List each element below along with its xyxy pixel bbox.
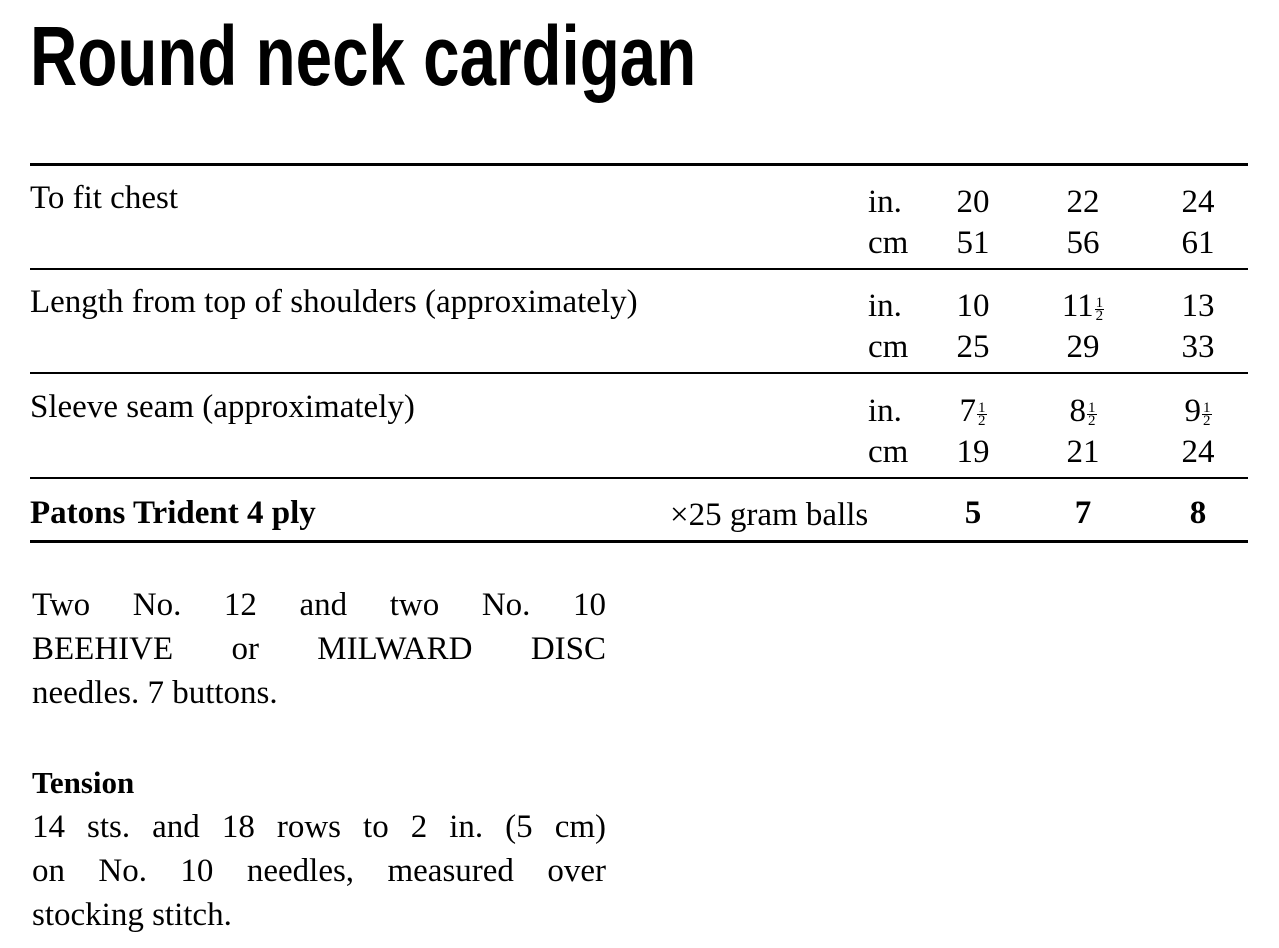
table-value-fraction [1058,395,1108,428]
table-value-fraction [1170,395,1226,428]
table-value: 7 [1074,495,1092,531]
fraction-denominator: 2 [1203,413,1211,429]
fraction-numerator: 1 [1095,295,1104,311]
whole-number: 7 [959,393,976,429]
unit-cm: cm [868,434,909,470]
fraction-denominator: 2 [1095,308,1104,324]
whole-number: 8 [1069,393,1086,429]
unit-cm: cm [868,329,909,365]
row-divider [30,477,1248,479]
table-value: 8 [1189,495,1207,531]
table-value: 13 [1181,288,1215,324]
table-value-fraction [948,395,998,428]
unit-in: in. [868,393,902,429]
fraction-numerator: 1 [978,400,986,416]
table-value: 61 [1181,225,1215,261]
table-value: 20 [956,184,990,220]
table-value: 19 [956,434,990,470]
tension-paragraph [32,805,606,937]
row-label-chest: To fit chest [30,180,178,216]
table-bottom-rule [30,540,1248,543]
tension-line: stocking stitch. [32,897,232,933]
row-divider [30,268,1248,270]
materials-line: needles. 7 buttons. [32,675,278,711]
half-fraction [1087,402,1097,427]
table-value: 29 [1066,329,1100,365]
half-fraction [1095,297,1105,322]
materials-line: Two No. 12 and two No. 10 [32,587,606,623]
table-value: 22 [1066,184,1100,220]
materials-paragraph [32,583,606,715]
table-value: 5 [964,495,982,531]
tension-heading: Tension [32,765,135,800]
row-divider [30,372,1248,374]
whole-number: 11 [1061,288,1094,324]
half-fraction [977,402,987,427]
yarn-label: Patons Trident 4 ply [30,495,316,531]
page-title: Round neck cardigan [30,9,697,103]
yarn-unit: ×25 gram balls [670,497,869,533]
whole-number: 9 [1184,393,1201,429]
table-value: 10 [956,288,990,324]
unit-cm: cm [868,225,909,261]
row-label-sleeve: Sleeve seam (approximately) [30,389,415,425]
table-top-rule [30,163,1248,166]
materials-line: BEEHIVE or MILWARD DISC [32,631,606,667]
tension-line: on No. 10 needles, measured over [32,853,606,889]
fraction-numerator: 1 [1088,400,1096,416]
table-value: 21 [1066,434,1100,470]
unit-in: in. [868,288,902,324]
fraction-numerator: 1 [1203,400,1211,416]
table-value: 24 [1181,434,1215,470]
table-value-fraction [1058,290,1108,323]
unit-in: in. [868,184,902,220]
table-value: 56 [1066,225,1100,261]
table-value: 24 [1181,184,1215,220]
fraction-denominator: 2 [1088,413,1096,429]
table-value: 51 [956,225,990,261]
table-value: 25 [956,329,990,365]
table-value: 33 [1181,329,1215,365]
row-label-length: Length from top of shoulders (approximately) [30,284,638,320]
half-fraction [1202,402,1212,427]
fraction-denominator: 2 [978,413,986,429]
tension-line: 14 sts. and 18 rows to 2 in. (5 cm) [32,809,606,845]
